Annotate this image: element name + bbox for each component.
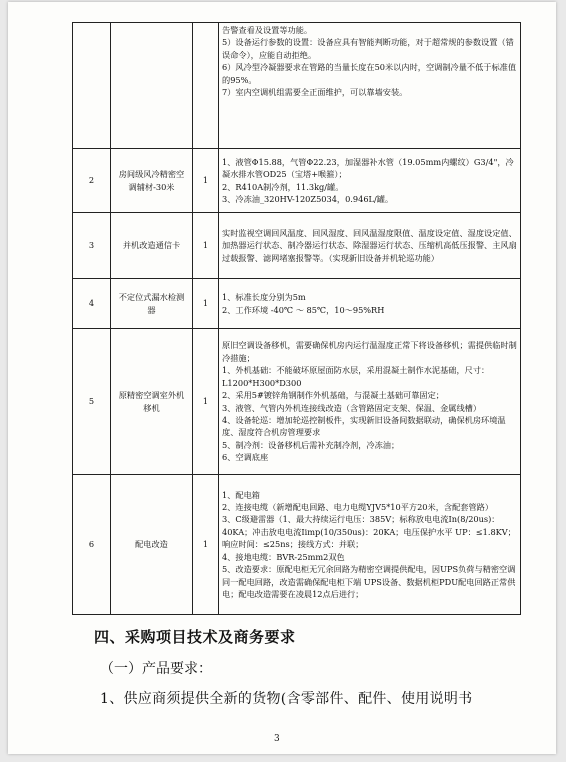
description-line: 7）室内空调机组需要全正面维护，可以靠墙安装。 [222, 87, 408, 98]
table-row [73, 23, 521, 149]
description-line: 实时监视空调回风温度、回风湿度、回风温湿度限值、温度设定值、湿度设定值、加热器运行状态、制冷器运行状态、除湿器运行状态、压缩机高低压报警、主风扇过载报警、滤网堵塞报警等。（实现新旧设备并机轮巡功能） [222, 227, 517, 263]
table-row [73, 329, 521, 475]
item-name: 不定位式漏水检测器 [111, 279, 193, 329]
item-name: 并机改造通信卡 [111, 213, 193, 279]
table-row [73, 475, 521, 615]
description-line: 原旧空调设备移机，需要确保机房内运行温湿度正常下将设备移机；需提供临时制冷措施； [222, 340, 517, 363]
item-description [219, 149, 521, 213]
item-description [219, 213, 521, 279]
item-description [219, 279, 521, 329]
item-description [219, 329, 521, 475]
description-line: 1、外机基础：不能破坏原屋面防水层，采用混凝土制作水泥基础，尺寸：L1200*H300*D300 [222, 365, 490, 388]
row-number: 6 [73, 475, 111, 615]
description-line: 4、设备轮巡：增加轮巡控制板件，实现新旧设备间数据联动，确保机房环境温度、湿度符合机房管理要求 [222, 414, 506, 438]
description-line: 告警查看及设置等功能。 [222, 25, 313, 35]
page-number: 3 [274, 734, 280, 744]
item-quantity: 1 [193, 149, 219, 213]
section-heading: 四、采购项目技术及商务要求 [94, 628, 296, 646]
item-quantity [193, 23, 219, 149]
table-row [73, 213, 521, 279]
description-line: 5、改造要求：原配电柜无冗余回路为精密空调提供配电，因UPS负荷与精密空调同一配电回路，改造需确保配电柜下端 UPS设备、数据机柜PDU配电回路正常供电；配电改造需要在凌晨12点后进行； [222, 564, 516, 599]
description-line: 1、配电箱 [222, 489, 260, 500]
item-name: 配电改造 [111, 475, 193, 615]
row-number: 3 [73, 213, 111, 279]
item-name: 原精密空调室外机移机 [111, 329, 193, 475]
description-line: 1、标准长度分别为5m [222, 292, 306, 303]
description-line: 6）风冷型冷凝器要求在管路的当量长度在50米以内时，空调制冷量不低于标准值的95%。 [222, 62, 517, 85]
item-description [219, 23, 521, 149]
table-row [73, 149, 521, 213]
item-quantity: 1 [193, 475, 219, 615]
body-paragraph: 1、供应商须提供全新的货物(含零部件、配件、使用说明书 [100, 691, 473, 707]
description-line: 6、空调底座 [222, 452, 269, 463]
description-line: 2、采用5#镀锌角钢制作外机基础，与混凝土基础可靠固定； [222, 390, 444, 401]
row-number: 4 [73, 279, 111, 329]
description-line: 4、接地电缆：BVR-25mm2双色 [222, 551, 345, 562]
document-page [8, 2, 556, 754]
row-number: 5 [73, 329, 111, 475]
description-line: 3、液管、气管内外机连接线改造（含管路固定支架、保温、金属线槽） [222, 402, 482, 413]
description-line: 1、液管Φ15.88，气管Φ22.23，加湿器补水管（19.05mm内螺纹）G3/4"，冷凝水排水管OD25（宝塔+喉箍）； [222, 156, 514, 180]
description-line: 5、制冷剂：设备移机后需补充制冷剂，冷冻油； [222, 439, 400, 450]
description-line: 3、C级避雷器（1、最大持续运行电压：385V；标称放电电流In(8/20us)：40KA；冲击放电电流Iimp(10/350us)：20KA；电压保护水平 UP：≤1.8KV；响应时间：≤25ns；接线方式：并联； [222, 514, 516, 550]
table-row [73, 279, 521, 329]
item-name: 房间级风冷精密空调辅材-30米 [111, 149, 193, 213]
item-quantity: 1 [193, 213, 219, 279]
sub-heading: （一）产品要求： [100, 661, 212, 677]
description-line: 5）设备运行参数的设置：设备应具有智能判断功能，对于超常规的参数设置（错误命令），应能自动拒绝。 [222, 37, 514, 60]
description-line: 3、冷冻油_320HV-120Z5034，0.946L/罐。 [222, 193, 394, 204]
item-quantity: 1 [193, 329, 219, 475]
description-line: 2、连接电缆（新增配电回路、电力电缆YJV5*10平方20米，含配套管路） [222, 502, 494, 513]
item-name [111, 23, 193, 149]
description-line: 2、R410A制冷剂，11.3kg/罐。 [222, 181, 344, 192]
item-description [219, 475, 521, 615]
row-number [73, 23, 111, 149]
item-quantity: 1 [193, 279, 219, 329]
spec-table [72, 22, 521, 615]
description-line: 2、工作环境 -40℃ ～ 85℃，10～95%RH [222, 304, 385, 315]
row-number: 2 [73, 149, 111, 213]
